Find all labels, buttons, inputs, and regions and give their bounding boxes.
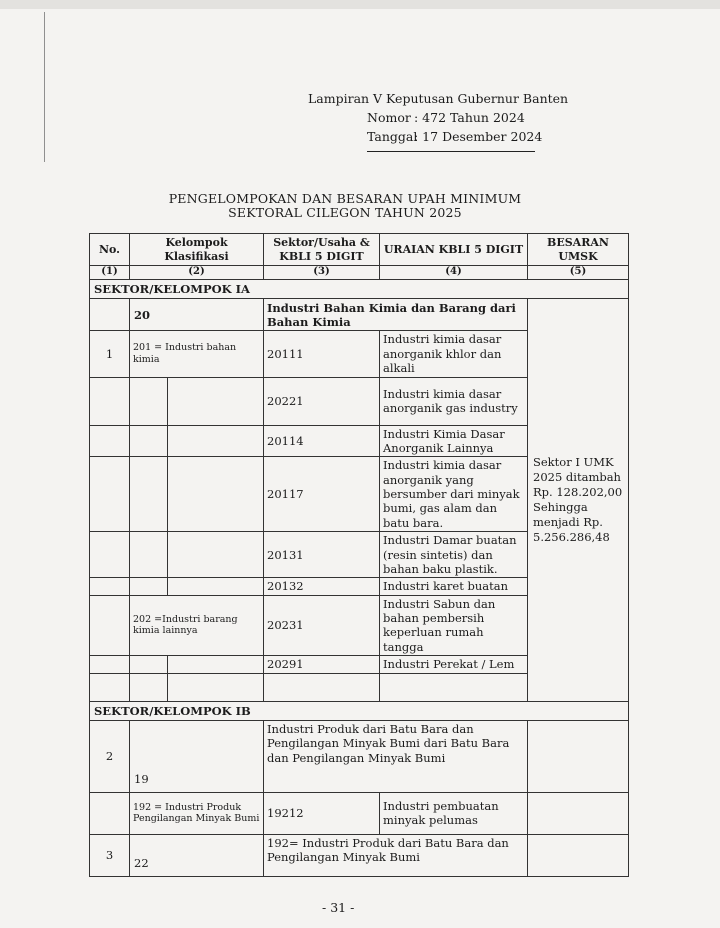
col-header-uraian: URAIAN KBLI 5 DIGIT xyxy=(380,234,528,266)
tanggal-label: Tanggal xyxy=(367,129,418,144)
header-underline xyxy=(367,151,535,152)
col-header-kbli: Sektor/Usaha & KBLI 5 DIGIT xyxy=(264,234,380,266)
row-number: 1 xyxy=(90,331,130,377)
kbli-description: Industri kimia dasar anorganik gas industry xyxy=(380,377,528,425)
section-ia-label: SEKTOR/KELOMPOK IA xyxy=(90,280,629,299)
left-margin-line xyxy=(44,12,45,162)
umsk-table xyxy=(89,233,629,877)
kbli-code: 20291 xyxy=(264,656,380,673)
lampiran-text: Lampiran V Keputusan Gubernur Banten xyxy=(308,91,569,106)
kelompok-label: 202 =Industri barang kimia lainnya xyxy=(130,595,264,656)
kbli-description: Industri Perekat / Lem xyxy=(380,656,528,673)
tanggal-value: : 17 Desember 2024 xyxy=(414,129,543,144)
col-index: (3) xyxy=(264,266,380,280)
col-index: (2) xyxy=(130,266,264,280)
table-row xyxy=(90,299,629,331)
document-title-line1: PENGELOMPOKAN DAN BESARAN UPAH MINIMUM xyxy=(168,191,522,206)
col-index: (1) xyxy=(90,266,130,280)
kbli-code: 20117 xyxy=(264,457,380,532)
nomor-label: Nomor xyxy=(367,110,411,125)
kbli-code: 20131 xyxy=(264,532,380,578)
table-header-row xyxy=(90,234,629,266)
kbli-description: Industri kimia dasar anorganik yang bersumber dari minyak bumi, gas alam dan batu bara. xyxy=(380,457,528,532)
kbli-code: 20114 xyxy=(264,425,380,457)
kbli-description: Industri Sabun dan bahan pembersih keperluan rumah tangga xyxy=(380,595,528,656)
group-description: Industri Produk dari Batu Bara dan Pengilangan Minyak Bumi dari Batu Bara dan Pengilangan Minyak Bumi xyxy=(264,720,528,792)
kbli-code: 20221 xyxy=(264,377,380,425)
kbli-code: 20132 xyxy=(264,578,380,595)
group-description: Industri Bahan Kimia dan Barang dari Bahan Kimia xyxy=(264,299,528,331)
kbli-description: Industri Damar buatan (resin sintetis) dan bahan baku plastik. xyxy=(380,532,528,578)
group-code: 19 xyxy=(130,720,264,792)
section-row xyxy=(90,701,629,720)
kbli-description: Industri Kimia Dasar Anorganik Lainnya xyxy=(380,425,528,457)
row-number: 3 xyxy=(90,834,130,876)
col-header-umsk: BESARAN UMSK xyxy=(528,234,629,266)
nomor-value: : 472 Tahun 2024 xyxy=(414,110,525,125)
kbli-code: 20231 xyxy=(264,595,380,656)
col-header-no: No. xyxy=(90,234,130,266)
table-row xyxy=(90,720,629,792)
group-code: 20 xyxy=(130,299,264,331)
kelompok-label: 192 = Industri Produk Pengilangan Minyak Bumi xyxy=(130,792,264,834)
kbli-code: 19212 xyxy=(264,792,380,834)
kbli-description: Industri pembuatan minyak pelumas xyxy=(380,792,528,834)
column-index-row xyxy=(90,266,629,280)
section-ib-label: SEKTOR/KELOMPOK IB xyxy=(90,701,629,720)
kelompok-label: 201 = Industri bahan kimia xyxy=(130,331,264,377)
kbli-description: Industri karet buatan xyxy=(380,578,528,595)
table-row xyxy=(90,792,629,834)
kbli-description: Industri kimia dasar anorganik khlor dan alkali xyxy=(380,331,528,377)
group-description: 192= Industri Produk dari Batu Bara dan Pengilangan Minyak Bumi xyxy=(264,834,528,876)
kbli-code: 20111 xyxy=(264,331,380,377)
col-index: (4) xyxy=(380,266,528,280)
document-title-line2: SEKTORAL CILEGON TAHUN 2025 xyxy=(228,205,462,220)
table-row xyxy=(90,834,629,876)
page-number: - 31 - xyxy=(322,900,355,915)
group-code: 22 xyxy=(130,834,264,876)
top-edge xyxy=(0,0,720,9)
col-header-kelompok: Kelompok Klasifikasi xyxy=(130,234,264,266)
section-row xyxy=(90,280,629,299)
row-number: 2 xyxy=(90,720,130,792)
umsk-value: Sektor I UMK 2025 ditambah Rp. 128.202,00 Sehingga menjadi Rp. 5.256.286,48 xyxy=(528,299,629,701)
col-index: (5) xyxy=(528,266,629,280)
